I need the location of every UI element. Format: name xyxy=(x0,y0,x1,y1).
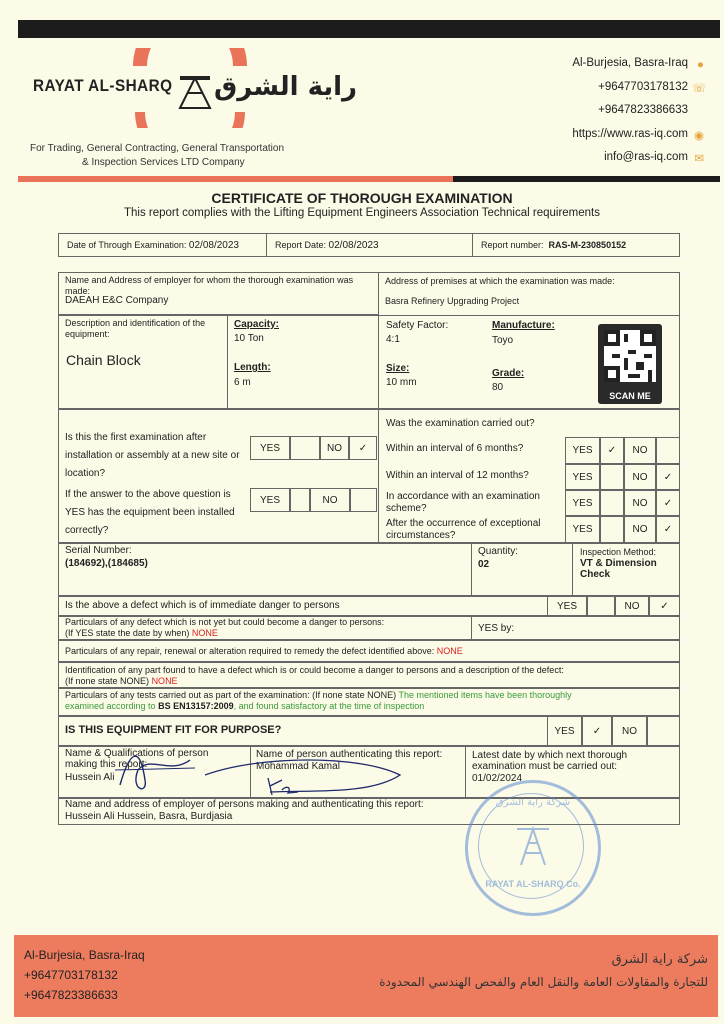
premises-label: Address of premises at which the examination was made: xyxy=(385,276,615,286)
quantity-label: Quantity: xyxy=(478,546,519,557)
exceptional-yes[interactable]: YES xyxy=(565,516,600,543)
capacity-value: 10 Ton xyxy=(234,333,264,344)
footer-bar xyxy=(14,935,718,1017)
report-header-row xyxy=(58,233,680,257)
exceptional-question: After the occurrence of exceptional circumstances? xyxy=(386,518,541,541)
footer-company-ar: شركة راية الشرق xyxy=(611,952,708,967)
fit-question: IS THIS EQUIPMENT FIT FOR PURPOSE? xyxy=(65,724,282,736)
authenticating-label: Name of person authenticating this report: xyxy=(256,749,443,760)
company-stamp xyxy=(465,780,601,916)
authenticating-value: Mohammad Kamal xyxy=(256,761,340,772)
first-exam-no[interactable]: NO xyxy=(320,436,349,460)
danger-no-check[interactable]: ✓ xyxy=(649,596,680,616)
footer-contact xyxy=(24,945,145,1005)
premises-value: Basra Refinery Upgrading Project xyxy=(385,296,520,306)
logo-text-ar: راية الشرق xyxy=(214,72,358,102)
exam-date-cell: Date of Through Examination: 02/08/2023 xyxy=(59,234,267,256)
top-bar xyxy=(18,20,720,38)
scheme-no[interactable]: NO xyxy=(624,490,656,516)
report-date-cell: Report Date: 02/08/2023 xyxy=(267,234,473,256)
installed-yes[interactable]: YES xyxy=(250,488,290,512)
stamp-text-ar: شركة راية الشرق xyxy=(495,797,571,808)
fit-yes[interactable]: YES xyxy=(547,716,582,746)
identification-question: Identification of any part found to have a defect which is or could become a danger to persons and a description of the defect: (If none state NONE) NONE xyxy=(65,665,564,686)
length-label: Length: xyxy=(234,362,271,373)
6months-question: Within an interval of 6 months? xyxy=(386,443,524,454)
installed-yes-box[interactable] xyxy=(290,488,310,512)
contact-phone2: +9647823386633 xyxy=(598,104,688,116)
fit-no[interactable]: NO xyxy=(612,716,647,746)
installed-no[interactable]: NO xyxy=(310,488,350,512)
danger-question: Is the above a defect which is of immediate danger to persons xyxy=(65,600,340,611)
not-yet-question: Particulars of any defect which is not yet but could become a danger to persons: (If YES state the date by when) NONE xyxy=(65,617,385,638)
6months-no[interactable]: NO xyxy=(624,437,656,464)
footer-phone2: +9647823386633 xyxy=(24,988,118,1002)
safety-factor-value: 4:1 xyxy=(386,334,400,345)
tagline-line-2: & Inspection Services LTD Company xyxy=(82,157,245,168)
fit-yes-check[interactable]: ✓ xyxy=(582,716,612,746)
size-value: 10 mm xyxy=(386,377,417,388)
method-value: VT & Dimension Check xyxy=(580,558,657,580)
quantity-value: 02 xyxy=(478,559,490,570)
qualifications-label: Name & Qualifications of person making this report: xyxy=(65,748,209,770)
tagline-line-1: For Trading, General Contracting, General Transportation xyxy=(30,143,285,154)
description-label: Description and identification of the equipment: xyxy=(65,318,206,339)
safety-factor-label: Safety Factor: xyxy=(386,320,449,331)
next-exam-label: Latest date by which next thorough examination must be carried out: xyxy=(472,750,628,772)
exceptional-no[interactable]: NO xyxy=(624,516,656,543)
mail-icon: ✉ xyxy=(694,153,704,165)
carried-out-question: Was the examination carried out? xyxy=(386,418,535,429)
contact-website[interactable]: https://www.ras-iq.com ◉ xyxy=(572,123,704,147)
qualifications-value: Hussein Ali xyxy=(65,772,115,783)
manufacture-value: Toyo xyxy=(492,335,514,346)
qr-code[interactable] xyxy=(598,324,662,404)
footer-tagline-ar: للتجارة والمقاولات العامة والنقل العام والفحص الهندسي المحدودة xyxy=(379,975,708,989)
danger-no[interactable]: NO xyxy=(615,596,649,616)
certificate-subtitle: This report complies with the Lifting Equipment Engineers Association Technical requirements xyxy=(123,207,600,219)
logo-text-en: RAYAT AL-SHARQ xyxy=(33,76,173,95)
company-tagline xyxy=(30,142,284,170)
scheme-yes[interactable]: YES xyxy=(565,490,600,516)
serial-value: (184692),(184685) xyxy=(65,558,148,569)
employer-label: Name and Address of employer for whom the thorough examination was made: xyxy=(65,275,354,296)
12months-yes-box[interactable] xyxy=(600,464,624,490)
next-exam-value: 01/02/2024 xyxy=(472,773,523,784)
phone-icon: ☏ xyxy=(692,82,707,95)
6months-yes-check[interactable]: ✓ xyxy=(600,437,624,464)
footer-address: Al-Burjesia, Basra-Iraq xyxy=(24,948,145,962)
signature-kamal xyxy=(200,750,410,800)
12months-no-check[interactable]: ✓ xyxy=(656,464,680,490)
globe-icon: ◉ xyxy=(693,129,704,142)
report-number-cell: Report number: RAS-M-230850152 xyxy=(481,240,627,250)
tests-text: Particulars of any tests carried out as part of the examination: (If none state NONE) The mentioned items have been thoroughly examined according to BS EN13157:2009, and found satisfactory at the time of inspection xyxy=(65,690,572,711)
employer-value: DAEAH E&C Company xyxy=(65,295,169,306)
installed-no-box[interactable] xyxy=(350,488,377,512)
footer-arabic xyxy=(379,949,708,993)
first-exam-no-check[interactable]: ✓ xyxy=(349,436,377,460)
first-exam-question: Is this the first examination after installation or assembly at a new site or location? xyxy=(65,432,240,479)
qr-pattern xyxy=(604,330,656,382)
grade-value: 80 xyxy=(492,382,504,393)
location-pin-icon: ● xyxy=(697,59,704,71)
employer-persons-text: Name and address of employer of persons making and authenticating this report: Hussein Ali Hussein, Basra, Burdjasia xyxy=(65,799,424,822)
grade-label: Grade: xyxy=(492,368,525,379)
repair-question: Particulars of any repair, renewal or alteration required to remedy the defect identified above: NONE xyxy=(65,646,463,656)
contact-address: Al-Burjesia, Basra-Iraq ● xyxy=(572,52,704,76)
yes-by-label: YES by: xyxy=(478,623,515,634)
serial-label: Serial Number: xyxy=(65,545,132,556)
danger-yes[interactable]: YES xyxy=(547,596,587,616)
12months-no[interactable]: NO xyxy=(624,464,656,490)
scheme-yes-box[interactable] xyxy=(600,490,624,516)
contact-block xyxy=(572,52,707,170)
contact-email[interactable]: info@ras-iq.com ✉ xyxy=(572,146,704,170)
header-divider xyxy=(18,176,720,182)
contact-phone1: +9647703178132 ☏ xyxy=(572,76,704,100)
danger-yes-box[interactable] xyxy=(587,596,615,616)
exceptional-no-check[interactable]: ✓ xyxy=(656,516,680,543)
first-exam-yes[interactable]: YES xyxy=(250,436,290,460)
footer-phone1: +9647703178132 xyxy=(24,968,118,982)
stamp-text-en: RAYAT AL-SHARQ Co. xyxy=(485,879,581,889)
scan-me-label: SCAN ME xyxy=(609,391,651,401)
12months-question: Within an interval of 12 months? xyxy=(386,470,529,481)
first-exam-yes-box[interactable] xyxy=(290,436,320,460)
signature-hussein xyxy=(110,740,200,800)
scheme-no-check[interactable]: ✓ xyxy=(656,490,680,516)
6months-no-box[interactable] xyxy=(656,437,680,464)
manufacture-label: Manufacture: xyxy=(492,320,555,331)
capacity-label: Capacity: xyxy=(234,319,280,330)
certificate-title: CERTIFICATE OF THOROUGH EXAMINATION xyxy=(211,190,513,206)
description-value: Chain Block xyxy=(66,352,141,368)
12months-yes[interactable]: YES xyxy=(565,464,600,490)
method-label: Inspection Method: xyxy=(580,547,657,557)
scheme-question: In accordance with an examination scheme? xyxy=(386,491,540,514)
6months-yes[interactable]: YES xyxy=(565,437,600,464)
exceptional-yes-box[interactable] xyxy=(600,516,624,543)
size-label: Size: xyxy=(386,363,410,374)
installed-correctly-question: If the answer to the above question is YES has the equipment been installed correctly? xyxy=(65,489,235,536)
stamp-rig-icon xyxy=(513,821,553,867)
length-value: 6 m xyxy=(234,377,251,388)
fit-no-box[interactable] xyxy=(647,716,680,746)
